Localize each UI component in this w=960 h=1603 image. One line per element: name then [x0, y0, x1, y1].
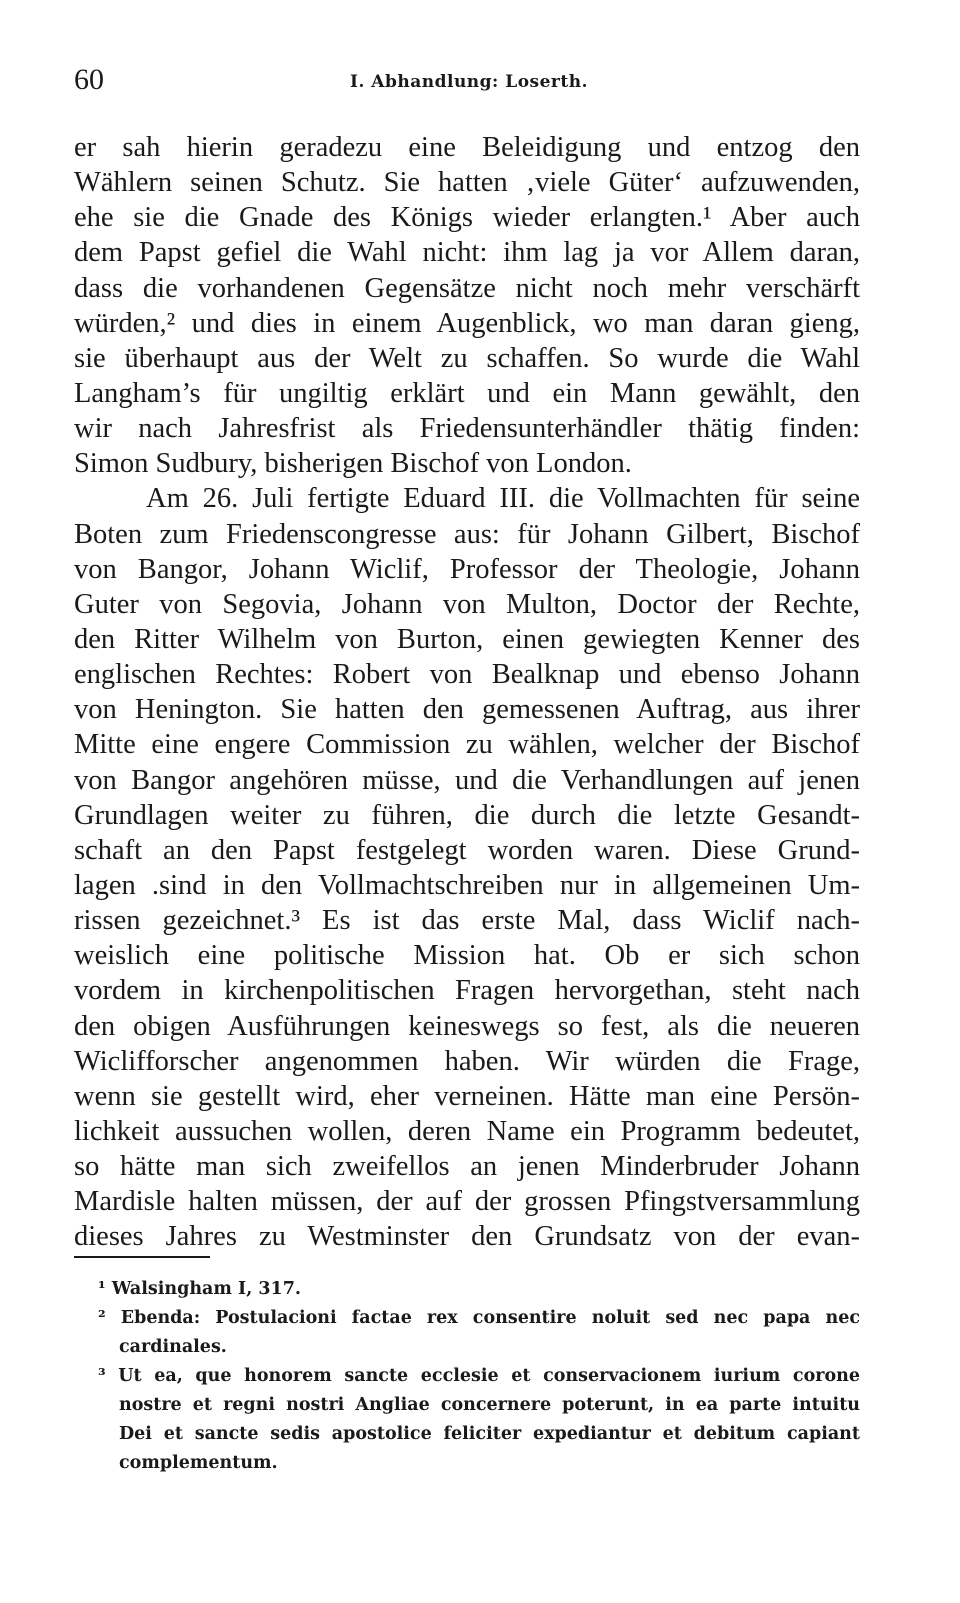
text-line: ehe sie die Gnade des Königs wieder erlangten.¹ Aber auch	[74, 202, 860, 234]
text-line: wenn sie gestellt wird, eher verneinen. Hätte man eine Persön-	[74, 1080, 860, 1112]
text-line: englischen Rechtes: Robert von Bealknap und ebenso Johann	[74, 659, 860, 691]
text-line: dass die vorhandenen Gegensätze nicht noch mehr verschärft	[74, 272, 860, 304]
text-line: den obigen Ausführungen keineswegs so fest, als die neueren	[74, 1010, 860, 1042]
text-line: Wiclifforscher angenommen haben. Wir würden die Frage,	[74, 1045, 860, 1077]
text-line: rissen gezeichnet.³ Es ist das erste Mal, dass Wiclif nach-	[74, 905, 860, 937]
footnote-line: complementum.	[119, 1453, 278, 1473]
footnote-line: cardinales.	[119, 1337, 227, 1357]
text-line: Mitte eine engere Commission zu wählen, welcher der Bischof	[74, 729, 860, 761]
text-line: Wählern seinen Schutz. Sie hatten ‚viele Güter‘ aufzuwenden,	[74, 167, 860, 199]
text-line: er sah hierin geradezu eine Beleidigung und entzog den	[74, 132, 860, 163]
footnote-divider	[74, 1256, 210, 1258]
text-line: Boten zum Friedenscongresse aus: für Johann Gilbert, Bischof	[74, 518, 860, 550]
footnote-line: ³ Ut ea, que honorem sancte ecclesie et conservacionem iurium corone	[98, 1366, 860, 1386]
text-line: Guter von Segovia, Johann von Multon, Doctor der Rechte,	[74, 588, 860, 620]
text-line: dieses Jahres zu Westminster den Grundsatz von der evan-	[74, 1221, 860, 1253]
text-line: von Bangor, Johann Wiclif, Professor der Theologie, Johann	[74, 553, 860, 585]
text-line: den Ritter Wilhelm von Burton, einen gewiegten Kenner des	[74, 623, 860, 655]
text-line: Langham’s für ungiltig erklärt und ein Mann gewählt, den	[74, 377, 860, 409]
page-number: 60	[74, 63, 104, 96]
text-line: Simon Sudbury, bisherigen Bischof von London.	[74, 448, 632, 480]
text-line: lagen .sind in den Vollmachtschreiben nur in allgemeinen Um-	[74, 869, 860, 901]
text-line: schaft an den Papst festgelegt worden waren. Diese Grund-	[74, 834, 860, 866]
text-line: wir nach Jahresfrist als Friedensunterhändler thätig finden:	[74, 413, 860, 445]
footnote-line: Dei et sancte sedis apostolice feliciter expediantur et debitum capiant	[119, 1424, 860, 1444]
text-line: von Henington. Sie hatten den gemessenen Auftrag, aus ihrer	[74, 694, 860, 726]
footnote-line: nostre et regni nostri Angliae concernere poterunt, in ea parte intuitu	[119, 1395, 860, 1415]
text-line: so hätte man sich zweifellos an jenen Minderbruder Johann	[74, 1151, 860, 1183]
text-line: weislich eine politische Mission hat. Ob er sich schon	[74, 940, 860, 972]
text-line: lichkeit aussuchen wollen, deren Name ein Programm bedeutet,	[74, 1115, 860, 1147]
main-text	[74, 130, 860, 1255]
text-line: würden,² und dies in einem Augenblick, wo man daran gieng,	[74, 307, 860, 339]
footnotes	[74, 1275, 860, 1478]
running-head: I. Abhandlung: Loserth.	[350, 72, 589, 92]
text-line: dem Papst gefiel die Wahl nicht: ihm lag ja vor Allem daran,	[74, 237, 860, 269]
footnote-line: ² Ebenda: Postulacioni factae rex consentire noluit sed nec papa nec	[98, 1308, 860, 1328]
text-line: Grundlagen weiter zu führen, die durch die letzte Gesandt-	[74, 799, 860, 831]
footnote-line: ¹ Walsingham I, 317.	[98, 1279, 302, 1299]
text-line: von Bangor angehören müsse, und die Verhandlungen auf jenen	[74, 764, 860, 796]
text-line: Mardisle halten müssen, der auf der grossen Pfingstversammlung	[74, 1186, 860, 1218]
text-line: sie überhaupt aus der Welt zu schaffen. So wurde die Wahl	[74, 342, 860, 374]
page-header	[74, 62, 860, 98]
text-line: Am 26. Juli fertigte Eduard III. die Vollmachten für seine	[146, 483, 860, 515]
text-line: vordem in kirchenpolitischen Fragen hervorgethan, steht nach	[74, 975, 860, 1007]
